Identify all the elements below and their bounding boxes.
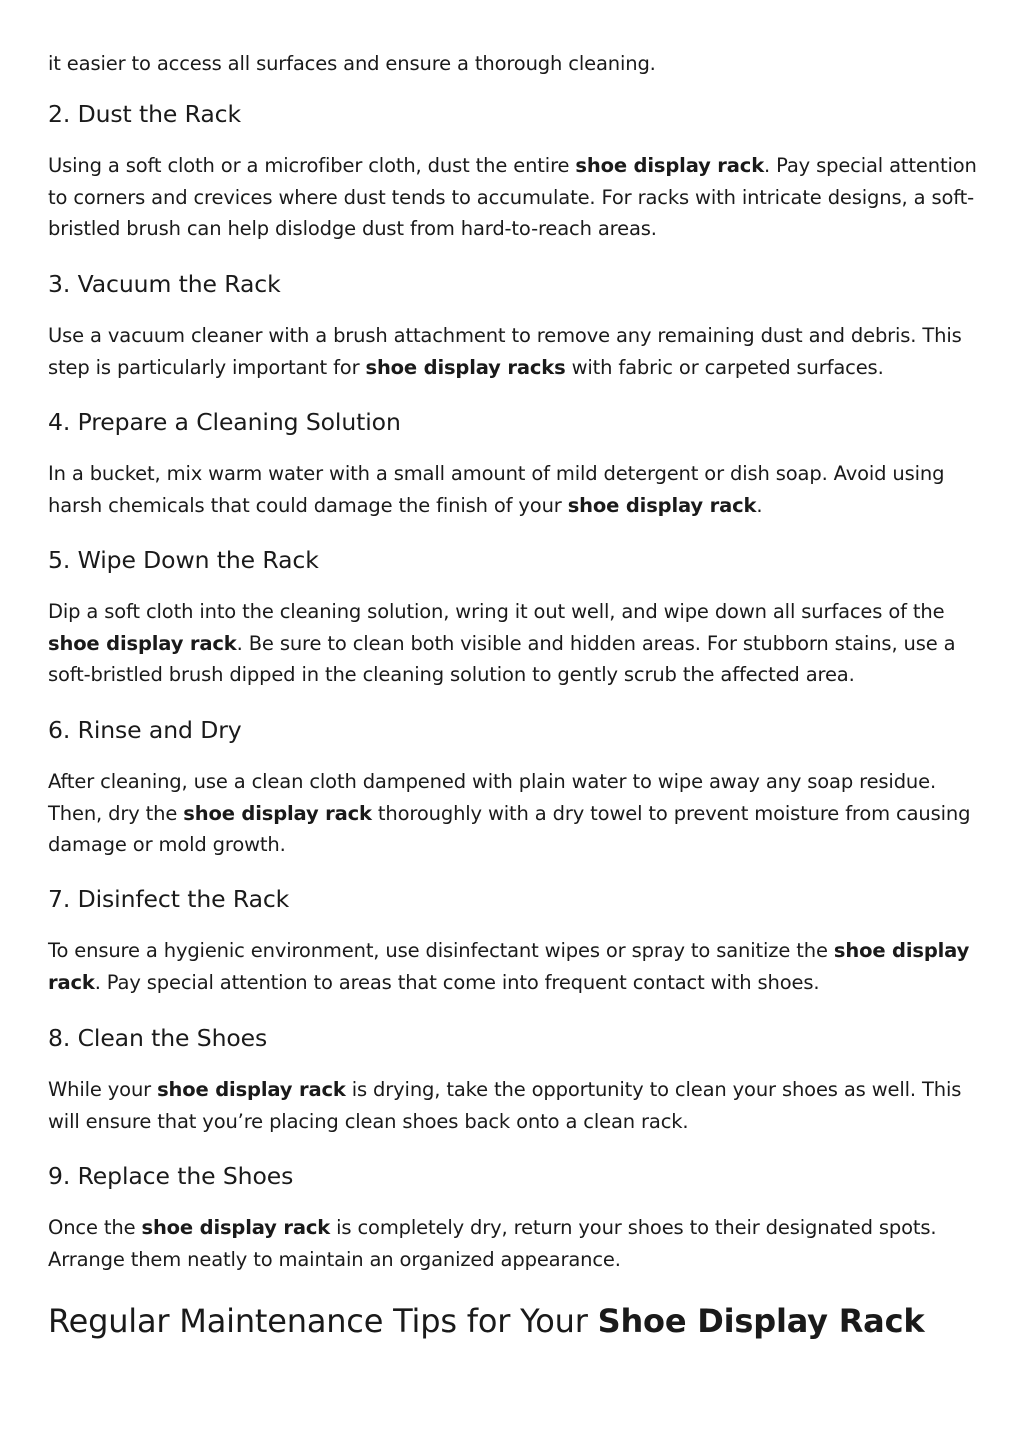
text-run: Using a soft cloth or a microfiber cloth, dust the entire [48, 154, 576, 177]
text-run: Dip a soft cloth into the cleaning solution, wring it out well, and wipe down all surfaces of the [48, 600, 945, 623]
bold-keyword: shoe display rack [157, 1078, 346, 1101]
step-paragraph [48, 1074, 988, 1137]
step-section [48, 1022, 988, 1137]
step-section [48, 1160, 988, 1275]
text-run: In a bucket, mix warm water with a small amount of mild detergent or dish soap. Avoid using harsh chemicals that could damage the finish of your [48, 462, 945, 517]
step-section [48, 98, 988, 245]
step-section [48, 883, 988, 998]
text-run: Once the [48, 1216, 142, 1239]
text-run: While your [48, 1078, 158, 1101]
bold-keyword: shoe display racks [365, 355, 566, 379]
text-run: is completely dry, return your shoes to their designated spots. Arrange them neatly to maintain an organized appearance. [48, 1216, 937, 1271]
step-heading: 7. Disinfect the Rack [48, 885, 290, 913]
step-paragraph [48, 766, 988, 861]
step-heading: 6. Rinse and Dry [48, 716, 242, 744]
bold-keyword: shoe display rack [575, 154, 765, 177]
text-run: Use a vacuum cleaner with a brush attachment to remove any remaining dust and debris. This step is particularly important for [48, 324, 962, 379]
bold-keyword: shoe display rack [183, 801, 372, 825]
step-heading: 5. Wipe Down the Rack [48, 546, 319, 574]
step-section [48, 268, 988, 383]
text-run: is drying, take the opportunity to clean your shoes as well. This will ensure that you’re placing clean shoes back onto a clean rack. [48, 1078, 962, 1133]
step-section [48, 544, 988, 691]
step-section [48, 714, 988, 861]
section-heading-prefix: Regular Maintenance Tips for Your [48, 1302, 598, 1340]
section-heading-maintenance [48, 1299, 924, 1343]
step-paragraph [48, 596, 988, 691]
bold-keyword: shoe display rack [567, 493, 757, 517]
step-paragraph [48, 150, 988, 245]
text-run: . [756, 493, 763, 517]
step-heading: 3. Vacuum the Rack [48, 270, 281, 298]
step-heading: 9. Replace the Shoes [48, 1162, 294, 1190]
text-run: with fabric or carpeted surfaces. [565, 355, 884, 379]
step-heading: 2. Dust the Rack [48, 100, 241, 128]
step-paragraph [48, 320, 988, 383]
step-paragraph [48, 935, 988, 998]
text-run: thoroughly with a dry towel to prevent moisture from causing damage or mold growth. [48, 801, 971, 856]
text-run: After cleaning, use a clean cloth dampened with plain water to wipe away any soap residue. Then, dry the [48, 770, 937, 825]
step-heading: 8. Clean the Shoes [48, 1024, 268, 1052]
step-paragraph [48, 458, 988, 521]
text-run: . Pay special attention to corners and crevices where dust tends to accumulate. For racks with intricate designs, a soft-bristled brush can help dislodge dust from hard-to-reach areas. [48, 154, 977, 240]
bold-keyword: shoe display rack [141, 1216, 331, 1239]
bold-keyword: shoe display rack [48, 631, 237, 655]
text-run: To ensure a hygienic environment, use disinfectant wipes or spray to sanitize the [48, 939, 834, 962]
intro-paragraph: it easier to access all surfaces and ensure a thorough cleaning. [48, 52, 656, 75]
step-section [48, 406, 988, 521]
step-paragraph [48, 1212, 988, 1275]
text-run: . Pay special attention to areas that come into frequent contact with shoes. [94, 970, 820, 994]
bold-keyword: shoe display rack [48, 939, 970, 994]
step-heading: 4. Prepare a Cleaning Solution [48, 408, 401, 436]
section-heading-bold: Shoe Display Rack [597, 1302, 925, 1340]
text-run: . Be sure to clean both visible and hidden areas. For stubborn stains, use a soft-bristled brush dipped in the cleaning solution to gently scrub the affected area. [48, 631, 956, 686]
